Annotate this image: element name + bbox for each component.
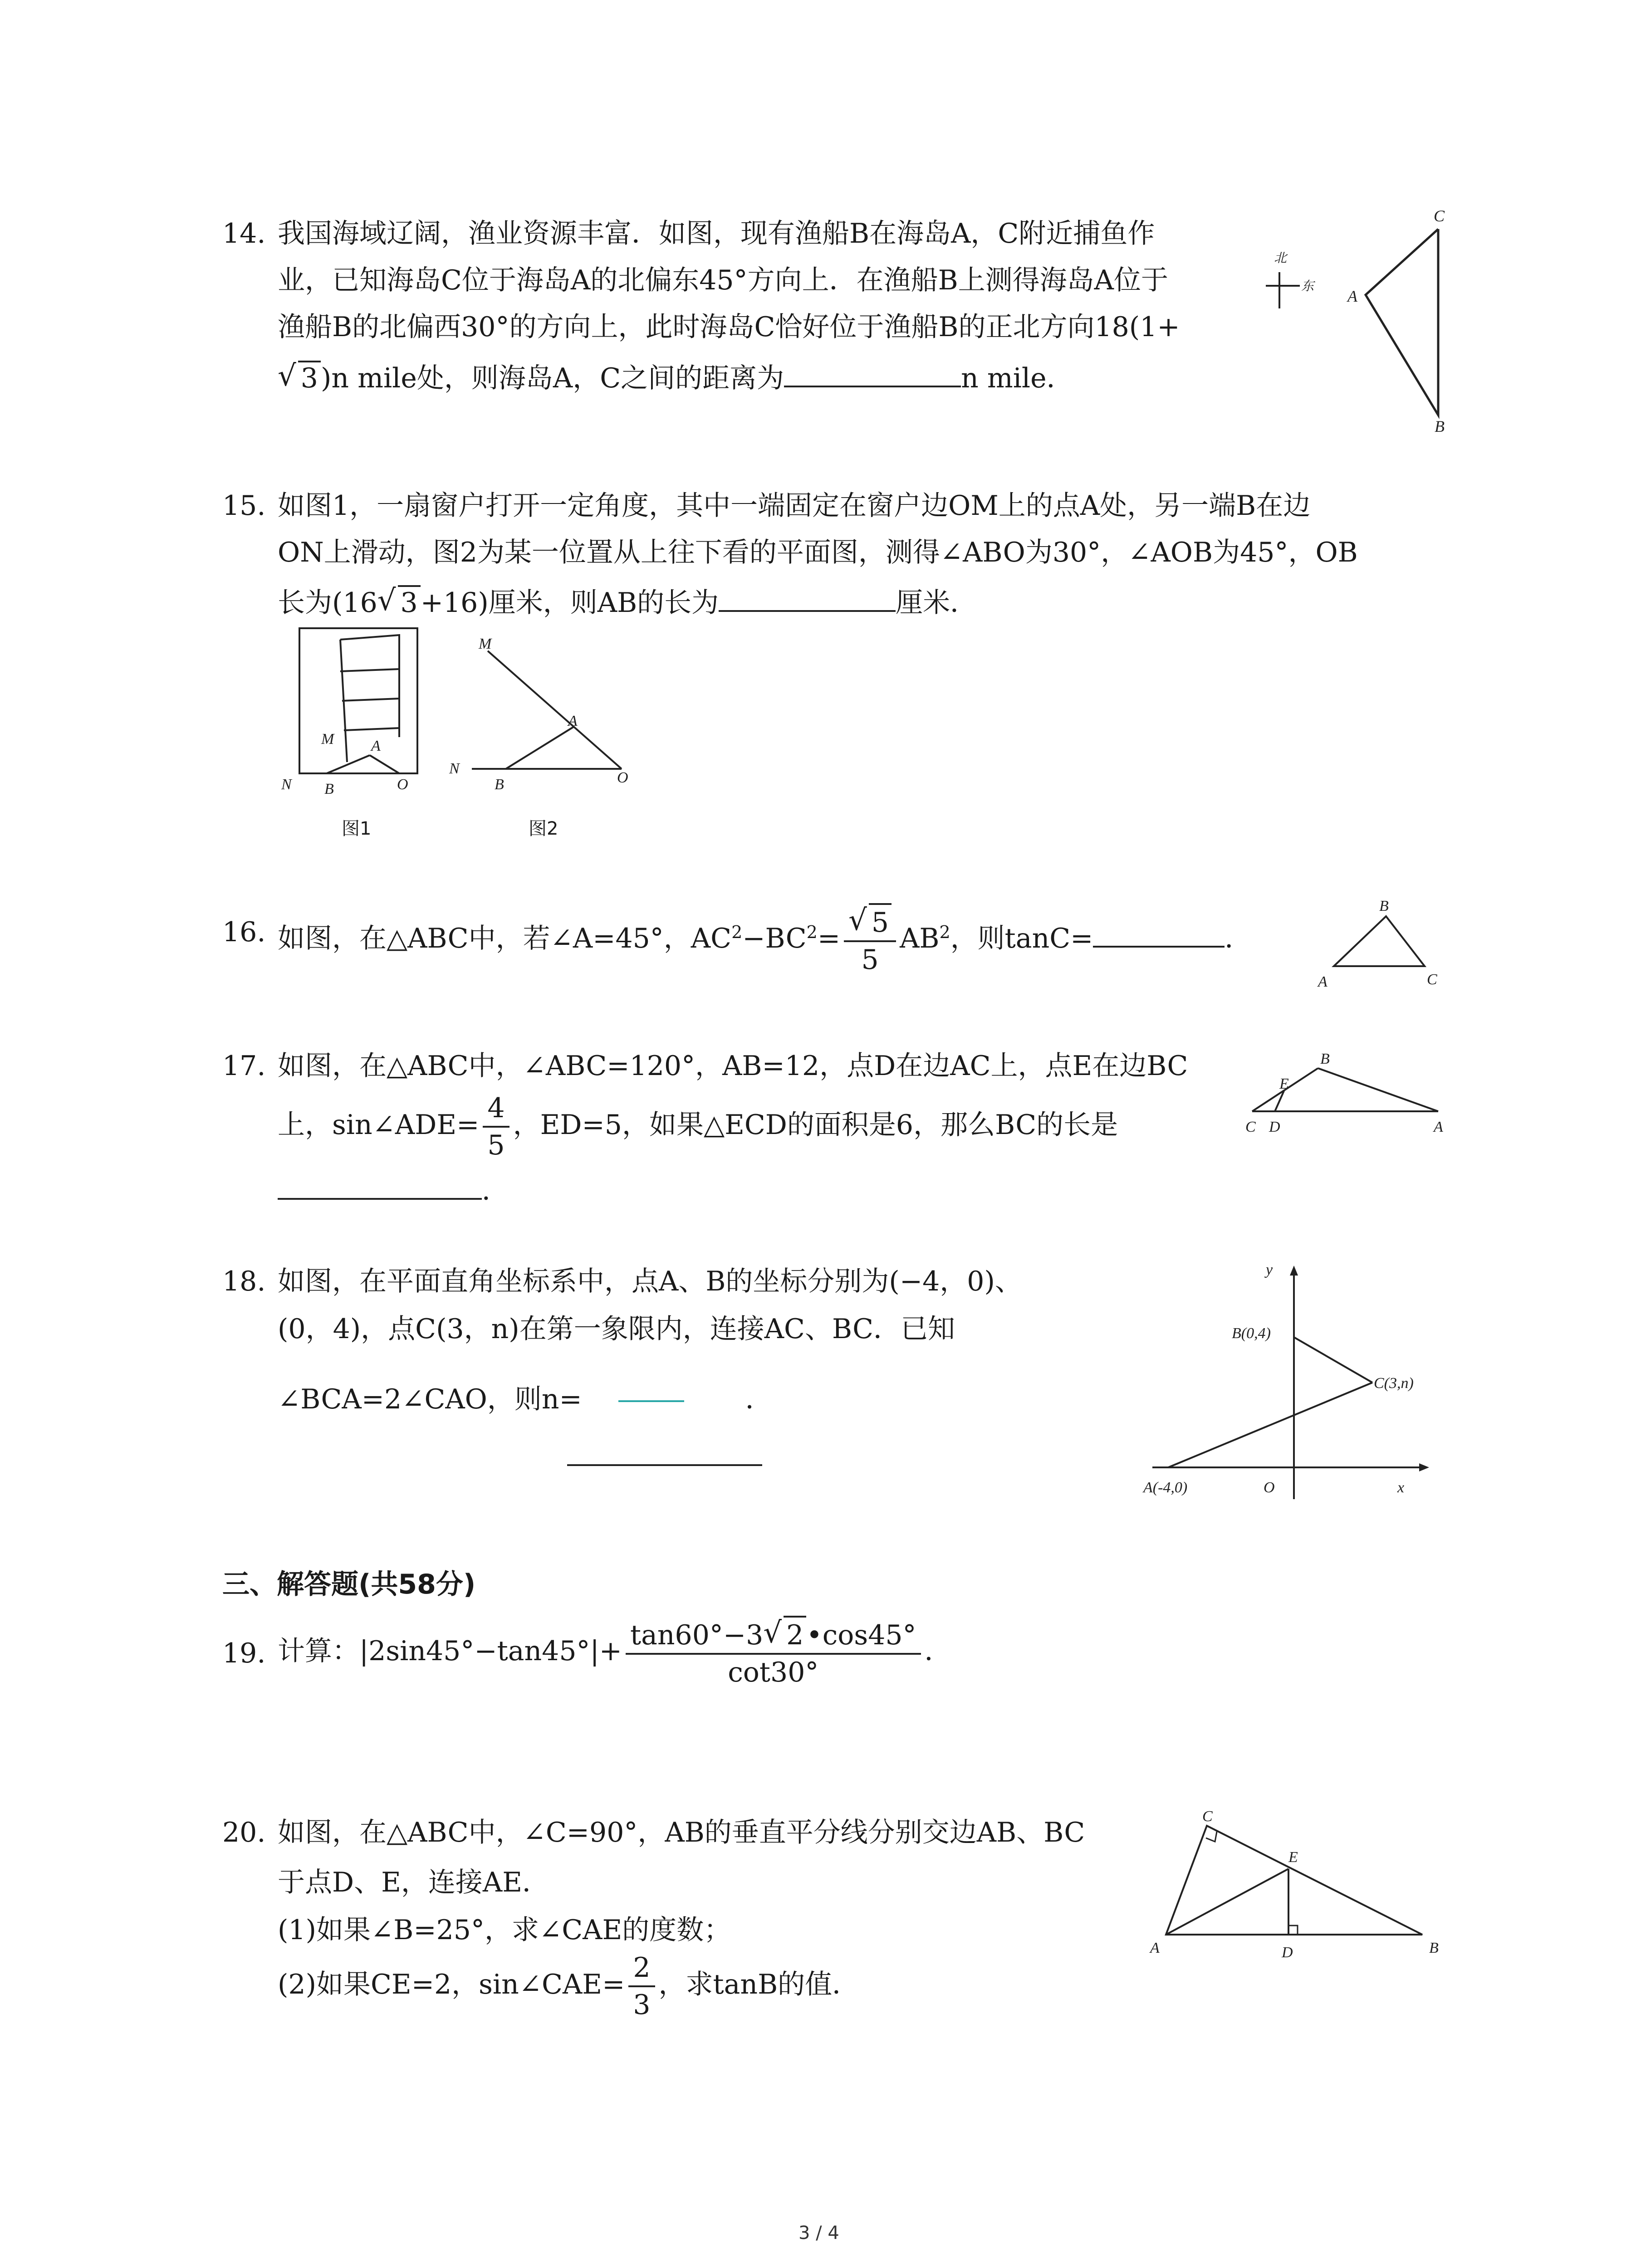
q19-end: ． [924, 1635, 952, 1667]
q20-line3: (1)如果∠B=25°，求∠CAE的度数； [278, 1914, 731, 1946]
label-o: O [1264, 1479, 1275, 1496]
q20-figure [1139, 1805, 1456, 1978]
figure2-caption: 图2 [529, 818, 558, 839]
frac-num-b: •cos45° [806, 1619, 916, 1652]
label-m: M [479, 635, 492, 652]
q15-figure2 [449, 633, 649, 796]
label-a: A [1347, 287, 1357, 305]
q14-line4: √ 3 )n mile处，则海岛A，C之间的距离为 n mile． [278, 359, 1074, 394]
q20-line4-a: (2)如果CE=2，sin∠CAE= [278, 1969, 625, 2000]
q19-line [278, 1608, 952, 1694]
q14-line3: 渔船B的北偏西30°的方向上，此时海岛C恰好位于渔船B的正北方向18(1+ [278, 311, 1180, 343]
label-b: B [1429, 1940, 1439, 1956]
q17-line3 [278, 1175, 509, 1207]
q15-line3-a: 长为(16 [278, 587, 377, 619]
q14-line2: 业，已知海岛C位于海岛A的北偏东45°方向上．在渔船B上测得海岛A位于 [278, 264, 1169, 296]
q14-line4-a: )n mile处，则海岛A，C之间的距离为 [320, 362, 784, 394]
label-n: N [449, 760, 460, 777]
q16-fraction: $\frac{√ 5}{5}$ [844, 903, 896, 978]
label-e: E [1279, 1075, 1289, 1092]
q15-line3: 长为(16√ 3 +16)厘米，则AB的长为 厘米． [278, 584, 978, 619]
x-label: x [1397, 1479, 1405, 1496]
q17-line2-b: ，ED=5，如果△ECD的面积是6，那么BC的长是 [513, 1109, 1118, 1141]
q18-line1: 如图，在平面直角坐标系中，点A、B的坐标分别为(−4，0)、 [278, 1266, 1022, 1297]
q16-line [278, 889, 1252, 975]
q18-line2: (0，4)，点C(3，n)在第一象限内，连接AC、BC．已知 [278, 1313, 955, 1345]
q17-line2-a: 上，sin∠ADE= [278, 1109, 480, 1141]
question-15-number: 15. [222, 490, 266, 522]
q18-line3-end: ． [745, 1383, 773, 1415]
q17-line2 [278, 1086, 1118, 1163]
label-c: C [1434, 207, 1445, 225]
q20-line4 [278, 1946, 859, 2023]
question-17-number: 17. [222, 1050, 266, 1082]
q15-line3-b: +16)厘米，则AB的长为 [420, 587, 719, 619]
q16-c: = [817, 923, 841, 954]
q16-sup3: 2 [939, 922, 950, 942]
frac-numerator: 2 [628, 1950, 655, 1987]
frac-denominator: 3 [633, 1989, 651, 2021]
question-16-number: 16. [222, 916, 266, 948]
q16-sup1: 2 [731, 922, 743, 942]
q15-line2: ON上滑动，图2为某一位置从上往下看的平面图，测得∠ABO为30°，∠AOB为45°，OB [278, 537, 1358, 568]
q16-a: 如图，在△ABC中，若∠A=45°，AC [278, 923, 732, 954]
figure1-caption: 图1 [342, 818, 372, 839]
sqrt-radicand: 3 [398, 585, 421, 619]
q15-line1: 如图1，一扇窗户打开一定角度，其中一端固定在窗户边OM上的点A处，另一端B在边 [278, 490, 1311, 522]
triangle-abc [1166, 1826, 1422, 1935]
page-number: 3 / 4 [798, 2223, 839, 2244]
y-label: y [1266, 1261, 1273, 1278]
q16-sup2: 2 [806, 922, 818, 942]
q17-figure [1241, 1039, 1454, 1134]
triangle-abc [1366, 229, 1438, 415]
frac-denominator: 5 [861, 944, 879, 976]
answer-blank[interactable] [1093, 941, 1225, 948]
label-a: A [1434, 1119, 1443, 1135]
segment-ac [1168, 1383, 1372, 1467]
q16-b: −BC [742, 923, 807, 954]
label-c: C [1245, 1119, 1256, 1135]
frac-numerator: 5 [869, 903, 892, 940]
q17-line3-end: ． [482, 1175, 509, 1207]
q18-line3 [278, 1383, 773, 1415]
label-e: E [1288, 1849, 1298, 1866]
answer-blank[interactable] [784, 381, 961, 387]
q17-fraction [483, 1090, 509, 1163]
label-b: B [1379, 898, 1389, 914]
answer-blank[interactable] [567, 1464, 762, 1466]
label-m: M [321, 731, 334, 748]
frac-denominator: cot30° [728, 1657, 819, 1689]
q14-line4-b: n mile． [961, 362, 1074, 394]
teal-mark [618, 1400, 684, 1402]
label-a: A(-4,0) [1143, 1479, 1188, 1496]
label-a: A [1150, 1940, 1160, 1956]
q14-line1: 我国海域辽阔，渔业资源丰富．如图，现有渔船B在海岛A，C附近捕鱼作 [278, 218, 1155, 249]
label-c: C [1202, 1808, 1213, 1825]
q17-line1: 如图，在△ABC中，∠ABC=120°，AB=12，点D在边AC上，点E在边BC [278, 1050, 1188, 1082]
question-14-number: 14. [222, 218, 266, 249]
frac-denominator: 5 [487, 1129, 505, 1162]
q16-figure [1302, 898, 1456, 989]
question-18-number: 18. [222, 1266, 266, 1297]
segment-bc [1294, 1337, 1372, 1383]
label-b: B [495, 776, 504, 793]
label-n: N [281, 776, 292, 793]
label-b: B [324, 781, 334, 797]
q20-line1: 如图，在△ABC中，∠C=90°，AB的垂直平分线分别交边AB、BC [278, 1817, 1085, 1848]
answer-blank[interactable] [278, 1193, 482, 1200]
q20-fraction [628, 1950, 655, 2023]
q16-f: ． [1225, 923, 1252, 954]
label-d: D [1282, 1944, 1293, 1961]
frac-num-a: tan60°−3 [630, 1619, 764, 1652]
label-a: A [568, 713, 578, 729]
section-title: 三、解答题(共58分) [222, 1569, 476, 1600]
q15-line3-c: 厘米． [896, 587, 978, 619]
answer-blank[interactable] [719, 606, 896, 612]
q16-d: AB [900, 923, 940, 954]
q18-coordinate-figure [1134, 1261, 1452, 1515]
label-a: A [371, 738, 381, 754]
label-a: A [1318, 973, 1327, 990]
label-c: C(3,n) [1374, 1375, 1414, 1392]
label-o: O [617, 769, 628, 786]
q20-line2: 于点D、E，连接AE． [278, 1867, 550, 1898]
q16-e: ，则tanC= [950, 923, 1093, 954]
label-b: B [1320, 1051, 1330, 1067]
question-19-number: 19. [222, 1637, 266, 1669]
label-b: B(0,4) [1232, 1325, 1271, 1342]
q20-line4-b: ，求tanB的值． [658, 1969, 860, 2000]
frac-numerator: 4 [483, 1090, 509, 1128]
q15-figure1 [281, 626, 436, 807]
north-label: 北 [1274, 251, 1287, 265]
q18-line3-a: ∠BCA=2∠CAO，则n= [278, 1383, 582, 1415]
q19-fraction: $\frac{\tan 60^\circ-3√ 2 •\cos 45^\circ}{\cot 30^\circ}$ [626, 1616, 921, 1690]
label-o: O [397, 776, 408, 793]
frac-num-sqrt: 2 [784, 1616, 806, 1653]
label-d: D [1269, 1119, 1280, 1135]
sqrt-radicand: 3 [298, 361, 321, 394]
east-label: 东 [1301, 279, 1314, 293]
segment-ae [1166, 1869, 1288, 1935]
label-c: C [1427, 971, 1437, 988]
q19-a: 计算：|2sin45°−tan45°|+ [278, 1635, 622, 1667]
label-b: B [1435, 417, 1445, 435]
answer-slot [582, 1404, 745, 1408]
question-20-number: 20. [222, 1817, 266, 1848]
q14-figure [1257, 209, 1484, 435]
